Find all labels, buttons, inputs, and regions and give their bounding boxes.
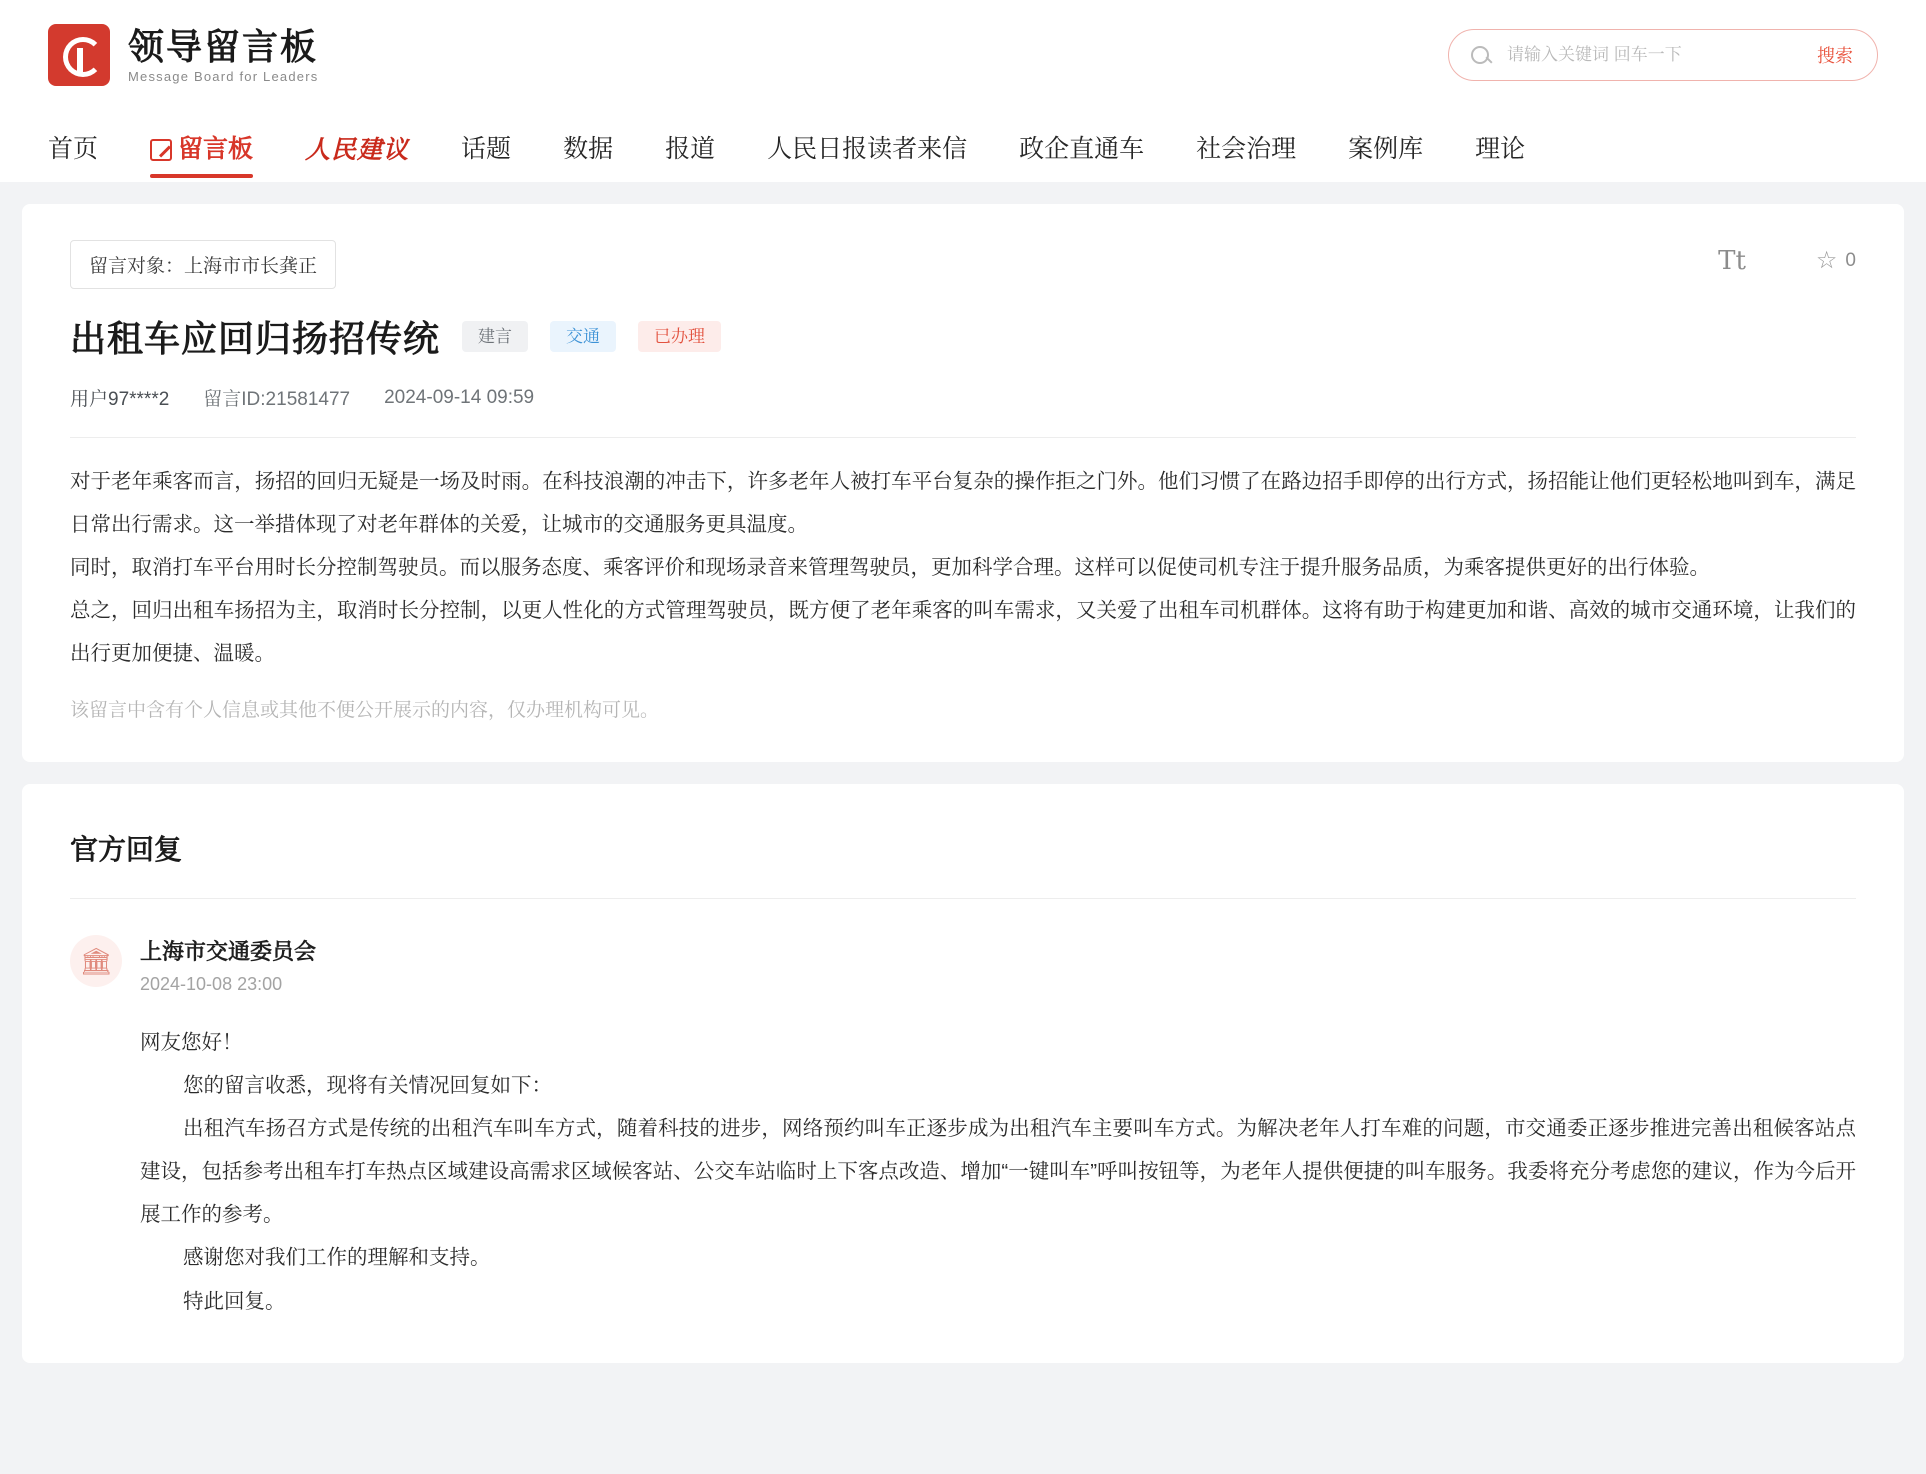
favorite-button[interactable] <box>1816 249 1856 273</box>
search-input[interactable] <box>1489 44 1815 66</box>
reply-org-row <box>70 935 1856 995</box>
nav-item-reports[interactable]: 报道 <box>665 135 716 163</box>
tag-category[interactable]: 建言 <box>462 321 528 352</box>
message-paragraph: 总之，回归出租车扬招为主，取消时长分控制，以更人性化的方式管理驾驶员，既方便了老年乘客的叫车需求，又关爱了出租车司机群体。这将有助于构建更加和谐、高效的城市交通环境，让我们的出行更加便捷、温暖。 <box>70 599 1856 666</box>
nav-item-message-board-label: 留言板 <box>178 135 254 163</box>
nav-item-readers-letters[interactable]: 人民日报读者来信 <box>767 135 968 163</box>
message-header-row <box>70 240 1856 289</box>
nav-item-gov-enterprise-express[interactable]: 政企直通车 <box>1019 135 1145 163</box>
leader-board-logo-icon <box>48 24 110 86</box>
font-size-icon: Tt <box>1718 246 1746 276</box>
brand-title-en: Message Board for Leaders <box>128 69 319 85</box>
header-top-bar <box>48 0 1878 110</box>
reply-datetime: 2024-10-08 23:00 <box>140 974 283 995</box>
message-author: 用户97****2 <box>70 389 170 410</box>
message-meta <box>70 384 1856 411</box>
message-card <box>22 204 1904 762</box>
search-button[interactable]: 搜索 <box>1815 42 1855 68</box>
reply-body <box>140 1021 1856 1322</box>
privacy-note: 该留言中含有个人信息或其他不便公开展示的内容，仅办理机构可见。 <box>70 700 660 722</box>
message-title-row <box>70 311 1856 362</box>
reply-paragraph: 网友您好！ <box>140 1031 243 1055</box>
reply-paragraph: 感谢您对我们工作的理解和支持。 <box>183 1246 491 1270</box>
main-nav <box>48 110 1878 182</box>
divider <box>70 437 1856 438</box>
status-badge: 已办理 <box>638 321 721 352</box>
pen-icon <box>150 139 172 161</box>
message-body <box>70 460 1856 675</box>
official-reply-card <box>22 784 1904 1362</box>
reply-paragraph: 特此回复。 <box>183 1289 286 1313</box>
page-content <box>0 182 1926 1363</box>
reply-section-title: 官方回复 <box>70 834 183 866</box>
favorite-count: 0 <box>1845 250 1856 271</box>
divider <box>70 898 1856 899</box>
bank-icon: 🏛 <box>79 946 113 977</box>
nav-item-social-governance[interactable]: 社会治理 <box>1196 135 1297 163</box>
brand-text <box>128 26 318 84</box>
tag-topic[interactable]: 交通 <box>550 321 616 352</box>
message-id: 留言ID:21581477 <box>203 389 351 410</box>
nav-item-data[interactable]: 数据 <box>563 135 614 163</box>
message-paragraph: 同时，取消打车平台用时长分控制驾驶员。而以服务态度、乘客评价和现场录音来管理驾驶员，更加科学合理。这样可以促使司机专注于提升服务品质，为乘客提供更好的出行体验。 <box>70 556 1710 580</box>
message-paragraph: 对于老年乘客而言，扬招的回归无疑是一场及时雨。在科技浪潮的冲击下，许多老年人被打车平台复杂的操作拒之门外。他们习惯了在路边招手即停的出行方式，扬招能让他们更轻松地叫到车，满足日常出行需求。这一举措体现了对老年群体的关爱，让城市的交通服务更具温度。 <box>70 470 1856 537</box>
reply-org-name: 上海市交通委员会 <box>140 939 317 965</box>
star-icon: ☆ <box>1815 247 1838 274</box>
brand-logo-block[interactable] <box>48 24 318 86</box>
avatar <box>70 935 122 987</box>
brand-title-cn: 领导留言板 <box>128 25 319 67</box>
nav-item-people-suggestions[interactable]: 人民建议 <box>305 135 410 164</box>
message-datetime: 2024-09-14 09:59 <box>384 386 535 408</box>
nav-item-theory[interactable]: 理论 <box>1475 135 1526 163</box>
message-recipient: 留言对象：上海市市长龚正 <box>70 240 336 289</box>
nav-item-topics[interactable]: 话题 <box>461 135 512 163</box>
site-header <box>0 0 1926 182</box>
nav-item-home[interactable]: 首页 <box>48 135 99 163</box>
nav-item-case-library[interactable]: 案例库 <box>1348 135 1424 163</box>
page-title: 出租车应回归扬招传统 <box>70 318 441 359</box>
search-icon <box>1471 46 1489 64</box>
reply-org-info <box>140 935 316 995</box>
reply-paragraph: 出租汽车扬召方式是传统的出租汽车叫车方式，随着科技的进步，网络预约叫车正逐步成为出租汽车主要叫车方式。为解决老年人打车难的问题，市交通委正逐步推进完善出租候客站点建设，包括参考出租车打车热点区域建设高需求区域候客站、公交车站临时上下客点改造、增加“一键叫车”呼叫按钮等，为老年人提供便捷的叫车服务。我委将充分考虑您的建议，作为今后开展工作的参考。 <box>140 1117 1856 1227</box>
font-size-button[interactable] <box>1718 248 1746 274</box>
search-box[interactable] <box>1448 29 1878 81</box>
message-tools <box>1718 240 1856 274</box>
reply-paragraph: 您的留言收悉，现将有关情况回复如下： <box>183 1074 553 1098</box>
nav-item-message-board[interactable] <box>124 137 279 178</box>
